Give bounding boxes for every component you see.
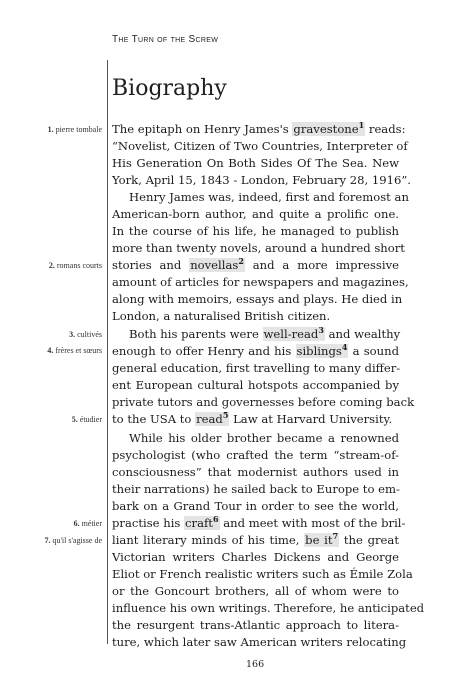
text-line: His Generation On Both Sides Of The Sea. New xyxy=(112,156,399,170)
text-line: “Novelist, Citizen of Two Countries, Interpreter of xyxy=(112,139,408,153)
text-line: ture, which later saw American writers relocating xyxy=(112,635,407,649)
text-line: amount of articles for newspapers and magazines, xyxy=(112,275,409,289)
text-line: Both his parents were well-read$^3$ and wealthy xyxy=(129,325,401,341)
margin-note: 3. cultivés xyxy=(69,330,102,339)
margin-note: 1. pierre tombale xyxy=(47,125,102,134)
page-number: 166 xyxy=(246,659,265,670)
text-line: liant literary minds of his time, be $it^7$ the great xyxy=(112,531,399,547)
margin-note: 6. métier xyxy=(73,519,102,528)
glossed-word: read$^5$ xyxy=(196,410,229,426)
text-line: or the Goncourt brothers, all of whom were to xyxy=(112,584,399,598)
text-line: influence his own writings. Therefore, he anticipated xyxy=(112,601,425,615)
text-line: private tutors and governesses before coming back xyxy=(112,395,415,409)
text-line: to the USA to read$^5$ Law at Harvard University. xyxy=(112,410,393,426)
text-line: psychologist (who crafted the term “stream-of- xyxy=(112,448,399,462)
text-line: Victorian writers Charles Dickens and George xyxy=(112,550,399,564)
glossed-word: well-read$^3$ xyxy=(263,325,324,341)
glossed-word: novellas$^2$ xyxy=(190,256,244,272)
text-line: more than twenty novels, around a hundred short xyxy=(112,241,405,255)
margin-note: 5. étudier xyxy=(71,415,102,424)
text-line: ent European cultural hotspots accompanied by xyxy=(112,378,399,392)
text-line: London, a naturalised British citizen. xyxy=(112,309,331,323)
running-head: The Turn of the Screw xyxy=(112,34,219,45)
glossed-word: be $it^7$ xyxy=(305,531,339,547)
text-line: York, April 15, 1843 - London, February 28, 1916”. xyxy=(112,173,411,187)
text-line: The epitaph on Henry James's gravestone$^1$ reads: xyxy=(112,120,406,136)
text-line: While his older brother became a renowned xyxy=(129,431,399,445)
glossed-word: siblings$^4$ xyxy=(296,342,348,358)
text-line: stories and novellas$^2$ and a more impressive xyxy=(112,256,399,272)
glossed-word: gravestone$^1$ xyxy=(293,120,365,136)
text-line: consciousness” that modernist authors used in xyxy=(112,465,399,479)
glossed-word: craft$^6$ xyxy=(185,514,219,530)
text-line: enough to offer Henry and his siblings$^4$ a sound xyxy=(112,342,399,358)
text-line: general education, first travelling to many differ- xyxy=(112,361,401,375)
chapter-title: Biography xyxy=(112,76,227,101)
margin-rule xyxy=(107,60,108,644)
text-line: practise his craft$^6$ and meet with most of the bril- xyxy=(112,514,406,530)
margin-note: 2. romans courts xyxy=(48,261,102,270)
text-line: their narrations) he sailed back to Europe to em- xyxy=(112,482,400,496)
text-line: American-born author, and quite a prolific one. xyxy=(112,207,399,221)
text-line: In the course of his life, he managed to publish xyxy=(112,224,399,238)
text-line: bark on a Grand Tour in order to see the world, xyxy=(112,499,399,513)
text-line: Henry James was, indeed, first and foremost an xyxy=(129,190,409,204)
margin-note: 7. qu'il s'agisse de xyxy=(44,536,102,545)
text-line: along with memoirs, essays and plays. He died in xyxy=(112,292,403,306)
margin-note: 4. frères et sœurs xyxy=(47,346,102,355)
text-line: the resurgent trans-Atlantic approach to litera- xyxy=(112,618,399,632)
text-line: Eliot or French realistic writers such as Émile Zola xyxy=(112,567,413,581)
